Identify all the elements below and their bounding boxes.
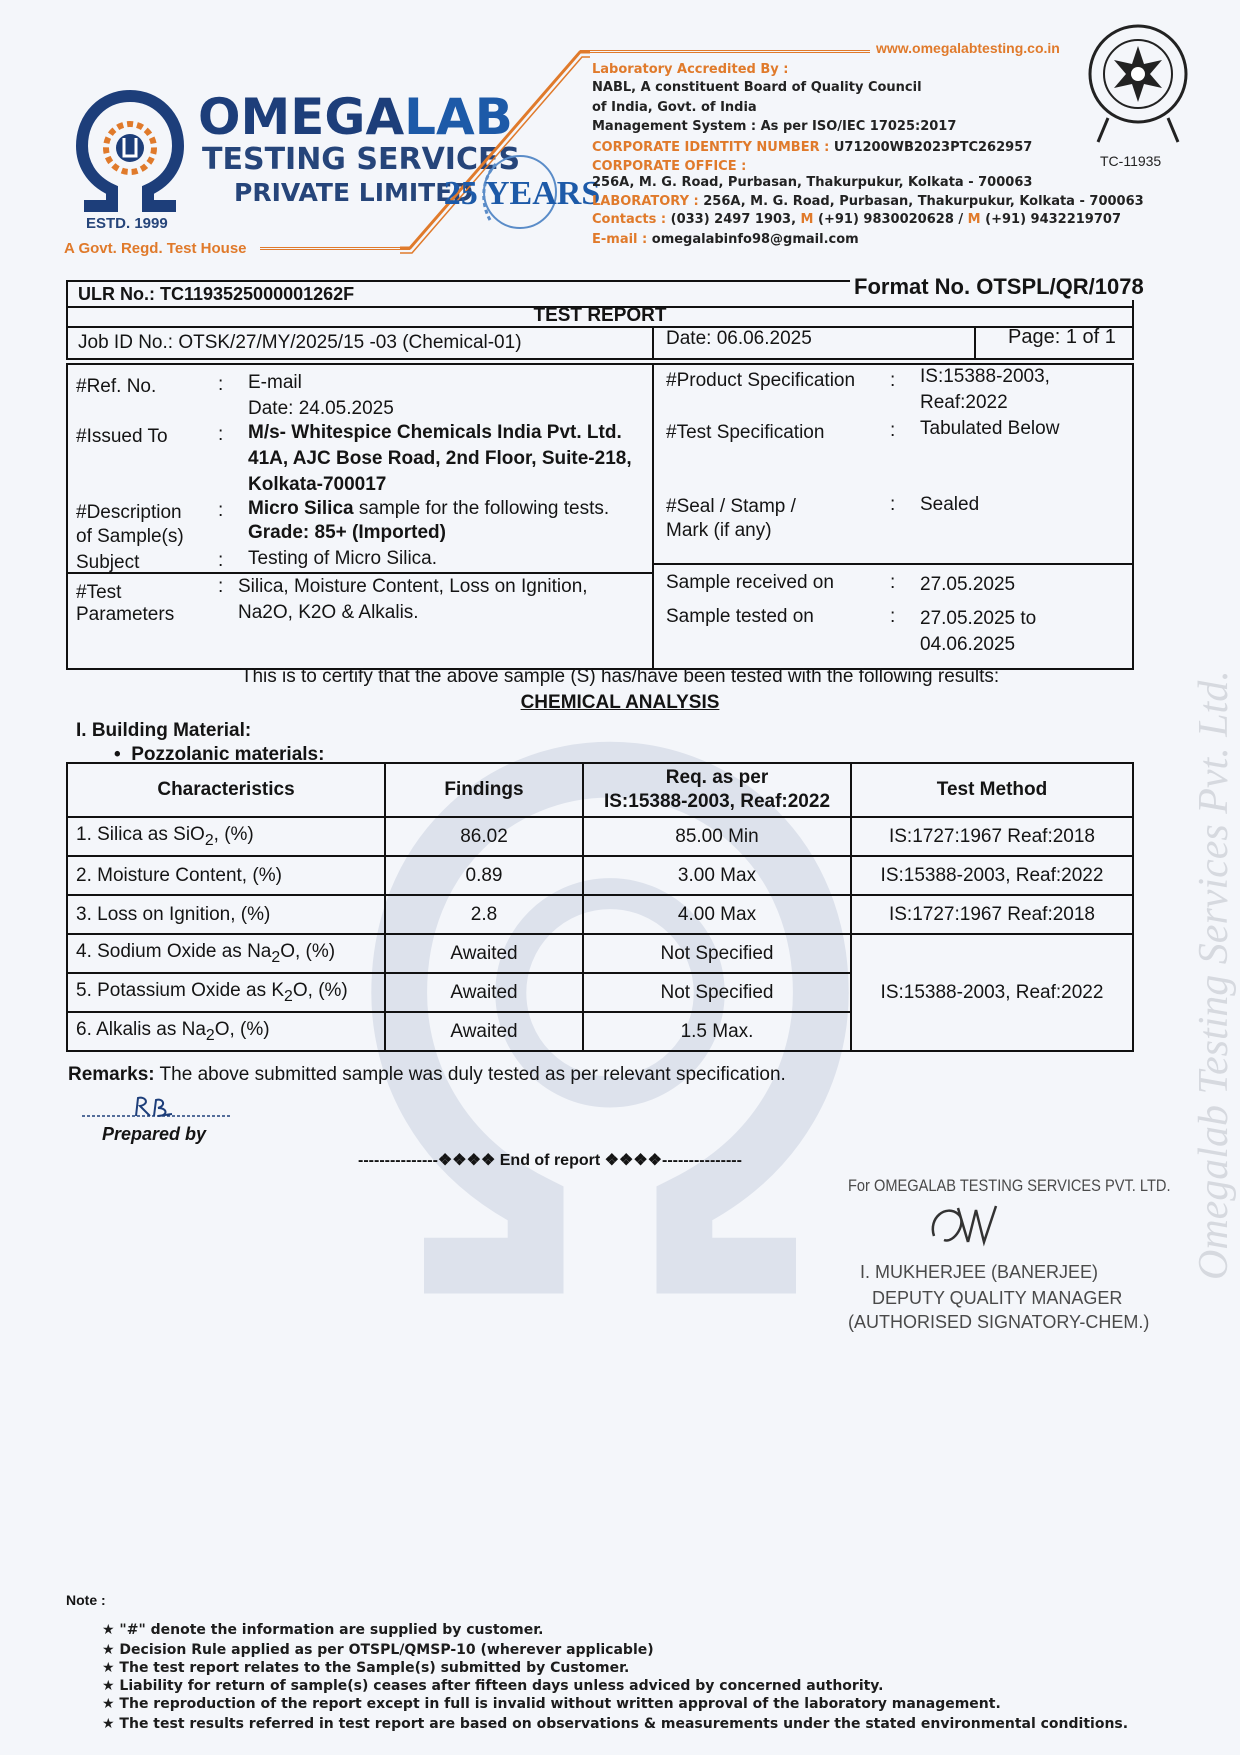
mobile-marker: M <box>967 212 981 227</box>
seal-label-1: #Seal / Stamp / <box>666 496 796 517</box>
remarks-text: The above submitted sample was duly tested as per relevant specification. <box>154 1064 786 1085</box>
colon: : <box>218 550 224 571</box>
colon: : <box>890 572 896 593</box>
note-item: ★ The test results referred in test report are based on observations & measurements under the stated environmental conditions. <box>102 1716 1129 1732</box>
anniversary-badge <box>443 142 601 242</box>
page-number: Page: 1 of 1 <box>1008 326 1116 348</box>
characteristic-cell: 6. Alkalis as $Na_2O$, (%) <box>67 1012 385 1051</box>
estd-label: ESTD. 1999 <box>86 215 168 232</box>
badge-text: 25 YEARS <box>443 175 601 212</box>
table-row <box>67 856 1133 895</box>
characteristic-cell: 3. Loss on Ignition, (%) <box>67 895 385 934</box>
method-cell: IS:15388-2003, Reaf:2022 <box>851 856 1133 895</box>
lab-address: 256A, M. G. Road, Purbasan, Thakurpukur, Kolkata - 700063 <box>703 194 1144 209</box>
email-value[interactable]: omegalabinfo98@gmail.com <box>651 232 859 247</box>
characteristic-cell: 2. Moisture Content, (%) <box>67 856 385 895</box>
prepared-by-label: Prepared by <box>102 1124 207 1144</box>
finding-cell: 86.02 <box>385 817 583 856</box>
finding-cell: 0.89 <box>385 856 583 895</box>
test-parameters-line-1: Silica, Moisture Content, Loss on Ignition, <box>238 576 588 597</box>
report-title: TEST REPORT <box>533 305 667 326</box>
note-item: ★ The reproduction of the report except in full is invalid without written approval of the laboratory management. <box>102 1696 1001 1712</box>
cin-label: CORPORATE IDENTITY NUMBER : <box>592 140 830 155</box>
product-spec-line-2: Reaf:2022 <box>920 392 1008 413</box>
nabl-emblem <box>1082 22 1194 150</box>
tested-value-1: 27.05.2025 to <box>920 608 1037 629</box>
colon: : <box>218 576 224 597</box>
seal-value: Sealed <box>920 494 980 515</box>
requirement-cell: Not Specified <box>583 934 851 973</box>
divider <box>974 326 976 360</box>
subject-value: Testing of Micro Silica. <box>248 548 438 569</box>
divider <box>652 363 654 670</box>
brand-line-2: TESTING SERVICES <box>202 142 521 177</box>
finding-cell: Awaited <box>385 1012 583 1051</box>
results-table <box>66 762 1134 1052</box>
table-header-row <box>67 763 1133 817</box>
table-row <box>67 895 1133 934</box>
column-header: Req. as per IS:15388-2003, Reaf:2022 <box>583 763 851 817</box>
test-spec-label: #Test Specification <box>666 422 825 443</box>
mobile-marker: M <box>800 212 814 227</box>
table-row <box>67 817 1133 856</box>
tested-value-2: 04.06.2025 <box>920 634 1016 655</box>
received-label: Sample received on <box>666 572 834 593</box>
colon: : <box>218 374 224 395</box>
divider <box>260 247 410 250</box>
description-material: Micro Silica <box>248 498 354 519</box>
management-system: Management System : As per ISO/IEC 17025:2017 <box>592 119 957 134</box>
authorised-signature <box>924 1196 1014 1256</box>
signatory-name: I. MUKHERJEE (BANERJEE) <box>860 1262 1099 1282</box>
contacts-label: Contacts : <box>592 212 667 227</box>
description-grade: Grade: 85+ (Imported) <box>248 522 446 543</box>
accredited-body-1: NABL, A constituent Board of Quality Council <box>592 80 922 95</box>
issued-to-line-3: Kolkata-700017 <box>248 474 387 495</box>
received-value: 27.05.2025 <box>920 574 1016 595</box>
contact-phone-1: (033) 2497 1903, <box>670 212 797 227</box>
note-item: ★ Liability for return of sample(s) ceases after fifteen days unless adviced by concerned authority. <box>102 1678 884 1694</box>
test-parameters-label-2: Parameters <box>76 604 175 625</box>
lab-label: LABORATORY : <box>592 194 699 209</box>
test-parameters-label-1: #Test <box>76 582 122 603</box>
divider <box>652 326 654 360</box>
ref-value: E-mail <box>248 372 302 393</box>
ref-label: #Ref. No. <box>76 376 157 397</box>
signatory-company: For OMEGALAB TESTING SERVICES PVT. LTD. <box>848 1176 1171 1195</box>
requirement-cell: 85.00 Min <box>583 817 851 856</box>
method-cell: IS:1727:1967 Reaf:2018 <box>851 895 1133 934</box>
requirement-cell: 3.00 Max <box>583 856 851 895</box>
accredited-by-label: Laboratory Accredited By : <box>592 62 789 77</box>
colon: : <box>218 424 224 445</box>
characteristic-cell: 4. Sodium Oxide as $Na_2O$, (%) <box>67 934 385 973</box>
subject-label: Subject <box>76 552 140 573</box>
ref-date: Date: 24.05.2025 <box>248 398 394 419</box>
issued-to-line-2: 41A, AJC Bose Road, 2nd Floor, Suite-218, <box>248 448 632 469</box>
report-date: Date: 06.06.2025 <box>666 328 812 349</box>
description-label-1: #Description <box>76 502 182 523</box>
requirement-cell: Not Specified <box>583 973 851 1012</box>
notes-label: Note : <box>66 1592 106 1608</box>
divider <box>66 572 652 574</box>
accredited-body-2: of India, Govt. of India <box>592 100 757 115</box>
email-label: E-mail : <box>592 232 648 247</box>
job-id: Job ID No.: OTSK/27/MY/2025/15 -03 (Chemical-01) <box>78 332 522 353</box>
colon: : <box>890 370 896 391</box>
remarks-label: Remarks: <box>68 1064 155 1085</box>
finding-cell: Awaited <box>385 934 583 973</box>
cin-value: U71200WB2023PTC262957 <box>833 140 1033 155</box>
website-link[interactable]: www.omegalabtesting.co.in <box>876 40 1060 56</box>
test-parameters-line-2: Na2O, K2O & Alkalis. <box>238 602 419 623</box>
requirement-cell: 4.00 Max <box>583 895 851 934</box>
contact-phone-3: (+91) 9432219707 <box>985 212 1121 227</box>
omegalab-logo <box>74 90 186 212</box>
corp-office-address: 256A, M. G. Road, Purbasan, Thakurpukur, Kolkata - 700063 <box>592 175 1033 190</box>
column-header: Characteristics <box>67 763 385 817</box>
govt-regd-label: A Govt. Regd. Test House <box>64 240 247 257</box>
colon: : <box>890 606 896 627</box>
issued-to-line-1: M/s- Whitespice Chemicals India Pvt. Ltd. <box>248 422 622 443</box>
note-item: ★ Decision Rule applied as per OTSPL/QMSP-10 (wherever applicable) <box>102 1642 654 1658</box>
test-spec-value: Tabulated Below <box>920 418 1060 439</box>
format-number: Format No. OTSPL/QR/1078 <box>850 274 1148 300</box>
characteristic-cell: 1. Silica as SiO$_2$, (%) <box>67 817 385 856</box>
characteristic-cell: 5. Potassium Oxide as $K_2O$, (%) <box>67 973 385 1012</box>
side-watermark-text: Omegalab Testing Services Pvt. Ltd. <box>1191 670 1237 1280</box>
column-header: Test Method <box>851 763 1133 817</box>
seal-label-2: Mark (if any) <box>666 520 772 541</box>
contact-phone-2: (+91) 9830020628 / <box>818 212 964 227</box>
section-title: I. Building Material: <box>76 720 252 741</box>
requirement-cell: 1.5 Max. <box>583 1012 851 1051</box>
brand-name: OMEGALAB <box>198 88 513 146</box>
method-cell: IS:15388-2003, Reaf:2022 <box>851 934 1133 1051</box>
preparer-signature <box>80 1092 230 1122</box>
description-label-2: of Sample(s) <box>76 526 184 547</box>
table-row <box>67 934 1133 973</box>
note-item: ★ "#" denote the information are supplied by customer. <box>102 1622 544 1638</box>
finding-cell: Awaited <box>385 973 583 1012</box>
end-of-report: ---------------❖❖❖❖ End of report ❖❖❖❖--------------- <box>358 1152 742 1169</box>
signatory-title: DEPUTY QUALITY MANAGER <box>872 1288 1123 1308</box>
analysis-title: CHEMICAL ANALYSIS <box>520 692 720 713</box>
colon: : <box>218 500 224 521</box>
corp-office-label: CORPORATE OFFICE : <box>592 159 747 174</box>
column-header: Findings <box>385 763 583 817</box>
ulr-number: ULR No.: TC1193525000001262F <box>78 284 355 304</box>
signatory-role: (AUTHORISED SIGNATORY-CHEM.) <box>848 1312 1150 1332</box>
product-spec-label: #Product Specification <box>666 370 856 391</box>
divider <box>580 50 870 53</box>
method-cell: IS:1727:1967 Reaf:2018 <box>851 817 1133 856</box>
note-item: ★ The test report relates to the Sample(s) submitted by Customer. <box>102 1660 630 1676</box>
divider <box>652 563 1134 565</box>
description-value: sample for the following tests. <box>353 498 610 519</box>
brand-line-3: PRIVATE LIMITED <box>234 178 474 207</box>
certification-statement: This is to certify that the above sample (S) has/have been tested with the following results: <box>240 666 1000 687</box>
issued-to-label: #Issued To <box>76 426 168 447</box>
tc-number: TC-11935 <box>1100 153 1162 169</box>
finding-cell: 2.8 <box>385 895 583 934</box>
colon: : <box>890 420 896 441</box>
subsection-title: • Pozzolanic materials: <box>114 744 325 765</box>
tested-label: Sample tested on <box>666 606 814 627</box>
product-spec-line-1: IS:15388-2003, <box>920 366 1050 387</box>
colon: : <box>890 494 896 515</box>
